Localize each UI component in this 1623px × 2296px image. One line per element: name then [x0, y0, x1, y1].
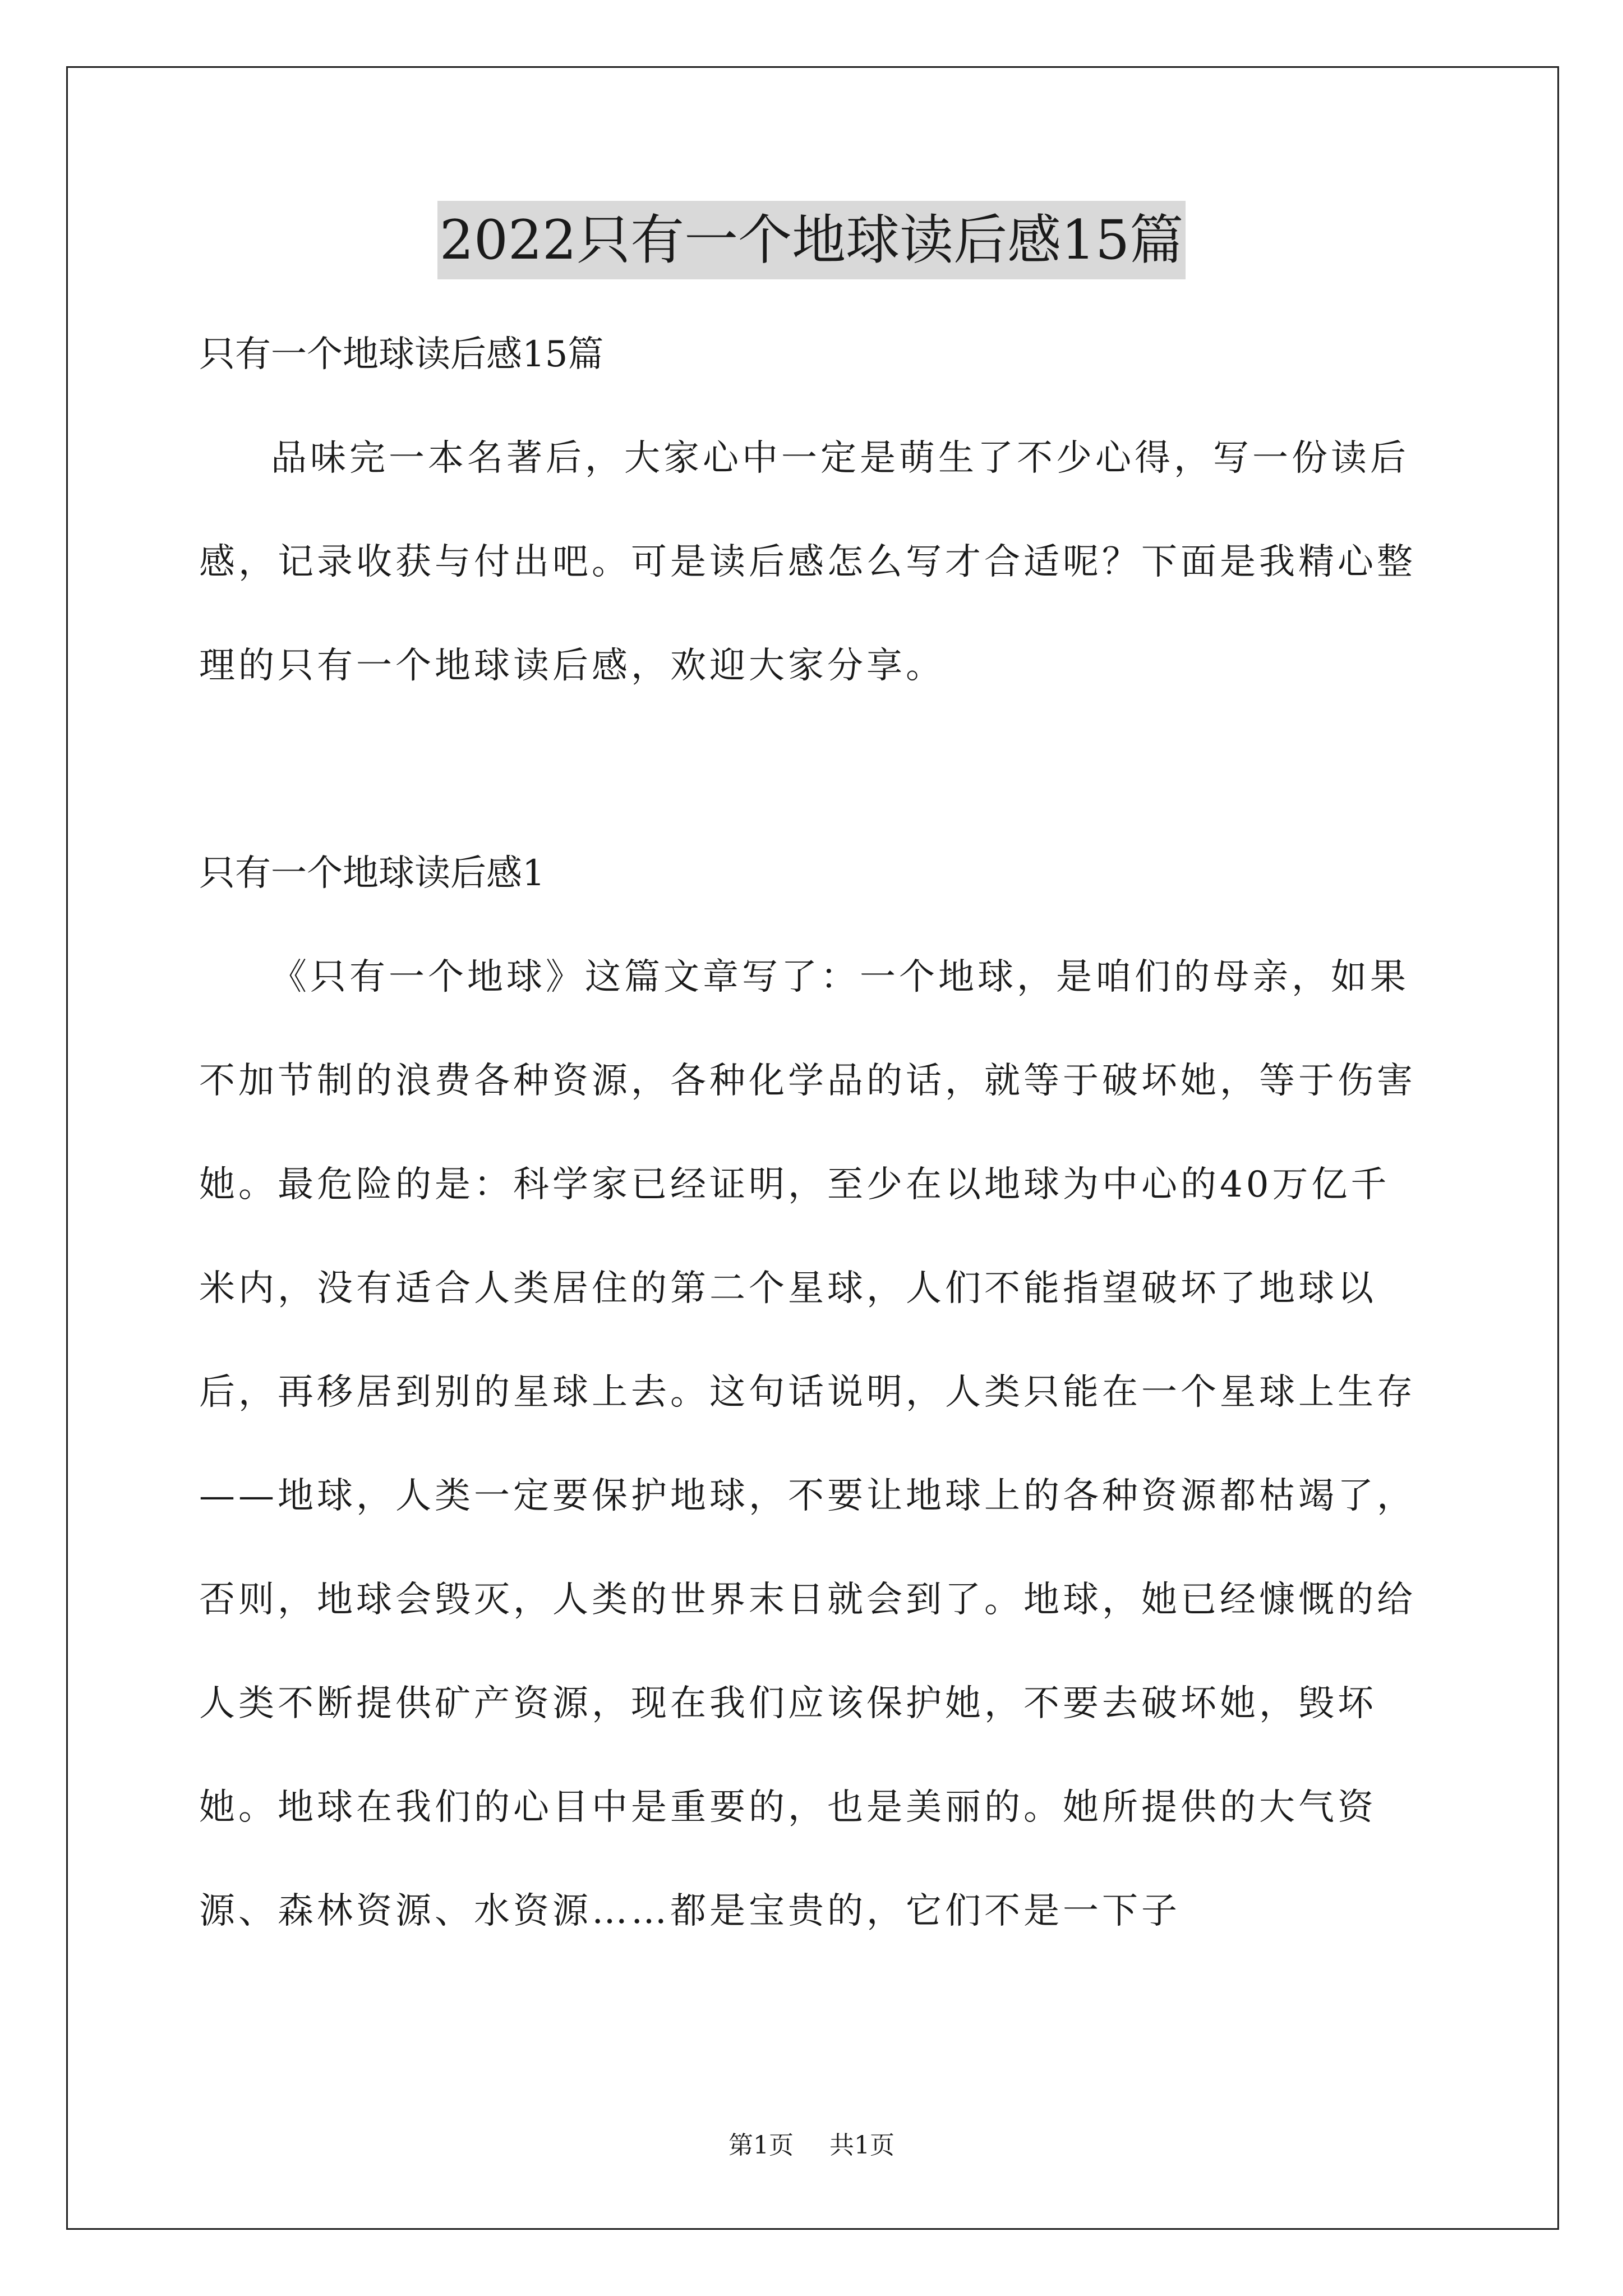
section-body-paragraph: 《只有一个地球》这篇文章写了：一个地球，是咱们的母亲，如果不加节制的浪费各种资源，各种化学品的话，就等于破坏她，等于伤害她。最危险的是：科学家已经证明，至少在以地球为中心的40万亿千米内，没有适合人类居住的第二个星球，人们不能指望破坏了地球以后，再移居到别的星球上去。这句话说明，人类只能在一个星球上生存——地球，人类一定要保护地球，不要让地球上的各种资源都枯竭了，否则，地球会毁灭，人类的世界末日就会到了。地球，她已经慷慨的给人类不断提供矿产资源，现在我们应该保护她，不要去破坏她，毁坏她。地球在我们的心目中是重要的，也是美丽的。她所提供的大气资源、森林资源、水资源……都是宝贵的，它们不是一下子: [199, 956, 1416, 1932]
page-number-total: 共1页: [829, 2131, 895, 2160]
document-subtitle: 只有一个地球读后感15篇: [199, 334, 604, 375]
title-container: [0, 201, 1623, 279]
section-heading: 只有一个地球读后感1: [199, 853, 545, 894]
page-number-current: 第1页: [728, 2131, 794, 2160]
paragraph-gap: [199, 718, 1427, 822]
document-body: [199, 303, 1427, 1963]
intro-paragraph: 品味完一本名著后，大家心中一定是萌生了不少心得，写一份读后感，记录收获与付出吧。可是读后感怎么写才合适呢？下面是我精心整理的只有一个地球读后感，欢迎大家分享。: [199, 438, 1416, 687]
document-title: 2022只有一个地球读后感15篇: [437, 201, 1186, 279]
page-footer: [0, 2129, 1623, 2162]
